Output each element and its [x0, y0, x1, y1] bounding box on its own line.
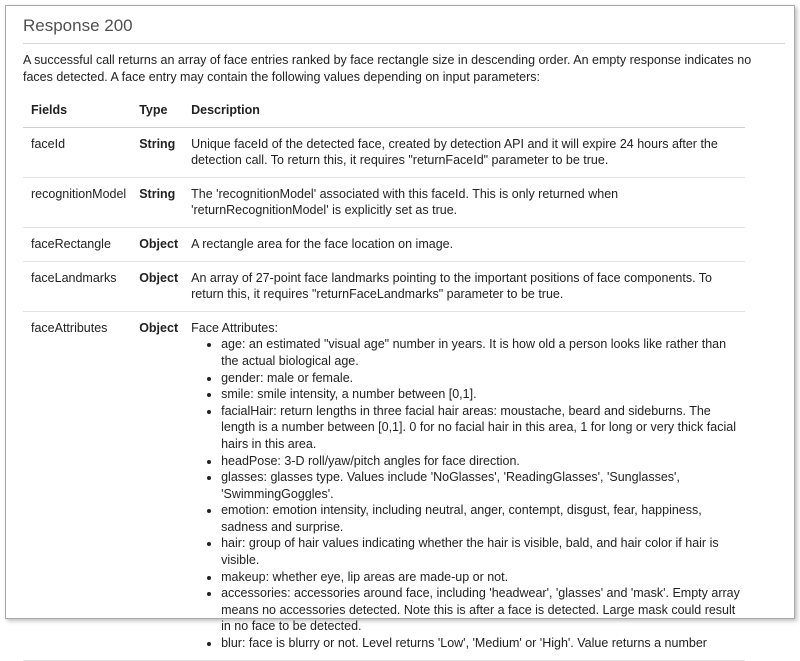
header-description: Description — [183, 94, 745, 127]
field-type: String — [131, 177, 183, 227]
field-description: A rectangle area for the face location on image. — [183, 227, 745, 261]
header-type: Type — [131, 94, 183, 127]
table-row — [23, 227, 745, 261]
table-row — [23, 311, 745, 660]
field-description: An array of 27-point face landmarks pointing to the important positions of face components. To return this, it requires "returnFaceLandmarks" parameter to be true. — [183, 261, 745, 311]
list-item: • gender: male or female. — [221, 370, 740, 387]
title-divider — [23, 43, 785, 44]
field-description-attributes — [183, 311, 745, 660]
header-fields: Fields — [23, 94, 131, 127]
list-item: • headPose: 3-D roll/yaw/pitch angles for face direction. — [221, 453, 740, 470]
table-header-row — [23, 94, 745, 127]
field-name: faceAttributes — [23, 311, 131, 660]
attributes-list — [191, 336, 740, 651]
intro-paragraph: A successful call returns an array of face entries ranked by face rectangle size in descending order. An empty response indicates no faces detected. A face entry may contain the following values depending on input parameters: — [23, 53, 752, 84]
attributes-heading: Face Attributes: — [191, 320, 278, 335]
response-panel — [5, 5, 795, 651]
list-item: • emotion: emotion intensity, including neutral, anger, contempt, disgust, fear, happiness, sadness and surprise. — [221, 502, 740, 535]
list-item: • facialHair: return lengths in three facial hair areas: moustache, beard and sideburns. The length is a number between [0,1]. 0 for no facial hair in this area, 1 for long or very thick facial hairs in this area. — [221, 403, 740, 453]
list-item: • blur: face is blurry or not. Level returns 'Low', 'Medium' or 'High'. Value returns a number — [221, 635, 740, 652]
field-type: Object — [131, 311, 183, 660]
list-item: • hair: group of hair values indicating whether the hair is visible, bald, and hair color if hair is visible. — [221, 535, 740, 568]
list-item: • accessories: accessories around face, including 'headwear', 'glasses' and 'mask'. Empty array means no accessories detected. Note this is after a face is detected. Large mask could result in no face to be detected. — [221, 585, 740, 635]
table-row — [23, 127, 745, 177]
list-item: • age: an estimated "visual age" number in years. It is how old a person looks like rather than the actual biological age. — [221, 336, 740, 369]
list-item: • glasses: glasses type. Values include 'NoGlasses', 'ReadingGlasses', 'Sunglasses', 'SwimmingGoggles'. — [221, 469, 740, 502]
field-name: faceId — [23, 127, 131, 177]
field-name: faceLandmarks — [23, 261, 131, 311]
response-fields-table — [23, 94, 745, 661]
list-item: • smile: smile intensity, a number between [0,1]. — [221, 386, 740, 403]
section-title: Response 200 — [23, 16, 133, 35]
field-description: The 'recognitionModel' associated with this faceId. This is only returned when 'returnRecognitionModel' is explicitly set as true. — [183, 177, 745, 227]
field-type: String — [131, 127, 183, 177]
field-type: Object — [131, 227, 183, 261]
field-type: Object — [131, 261, 183, 311]
table-row — [23, 261, 745, 311]
list-item: • makeup: whether eye, lip areas are made-up or not. — [221, 569, 740, 586]
field-name: recognitionModel — [23, 177, 131, 227]
field-description: Unique faceId of the detected face, created by detection API and it will expire 24 hours after the detection call. To return this, it requires "returnFaceId" parameter to be true. — [183, 127, 745, 177]
field-name: faceRectangle — [23, 227, 131, 261]
table-row — [23, 177, 745, 227]
